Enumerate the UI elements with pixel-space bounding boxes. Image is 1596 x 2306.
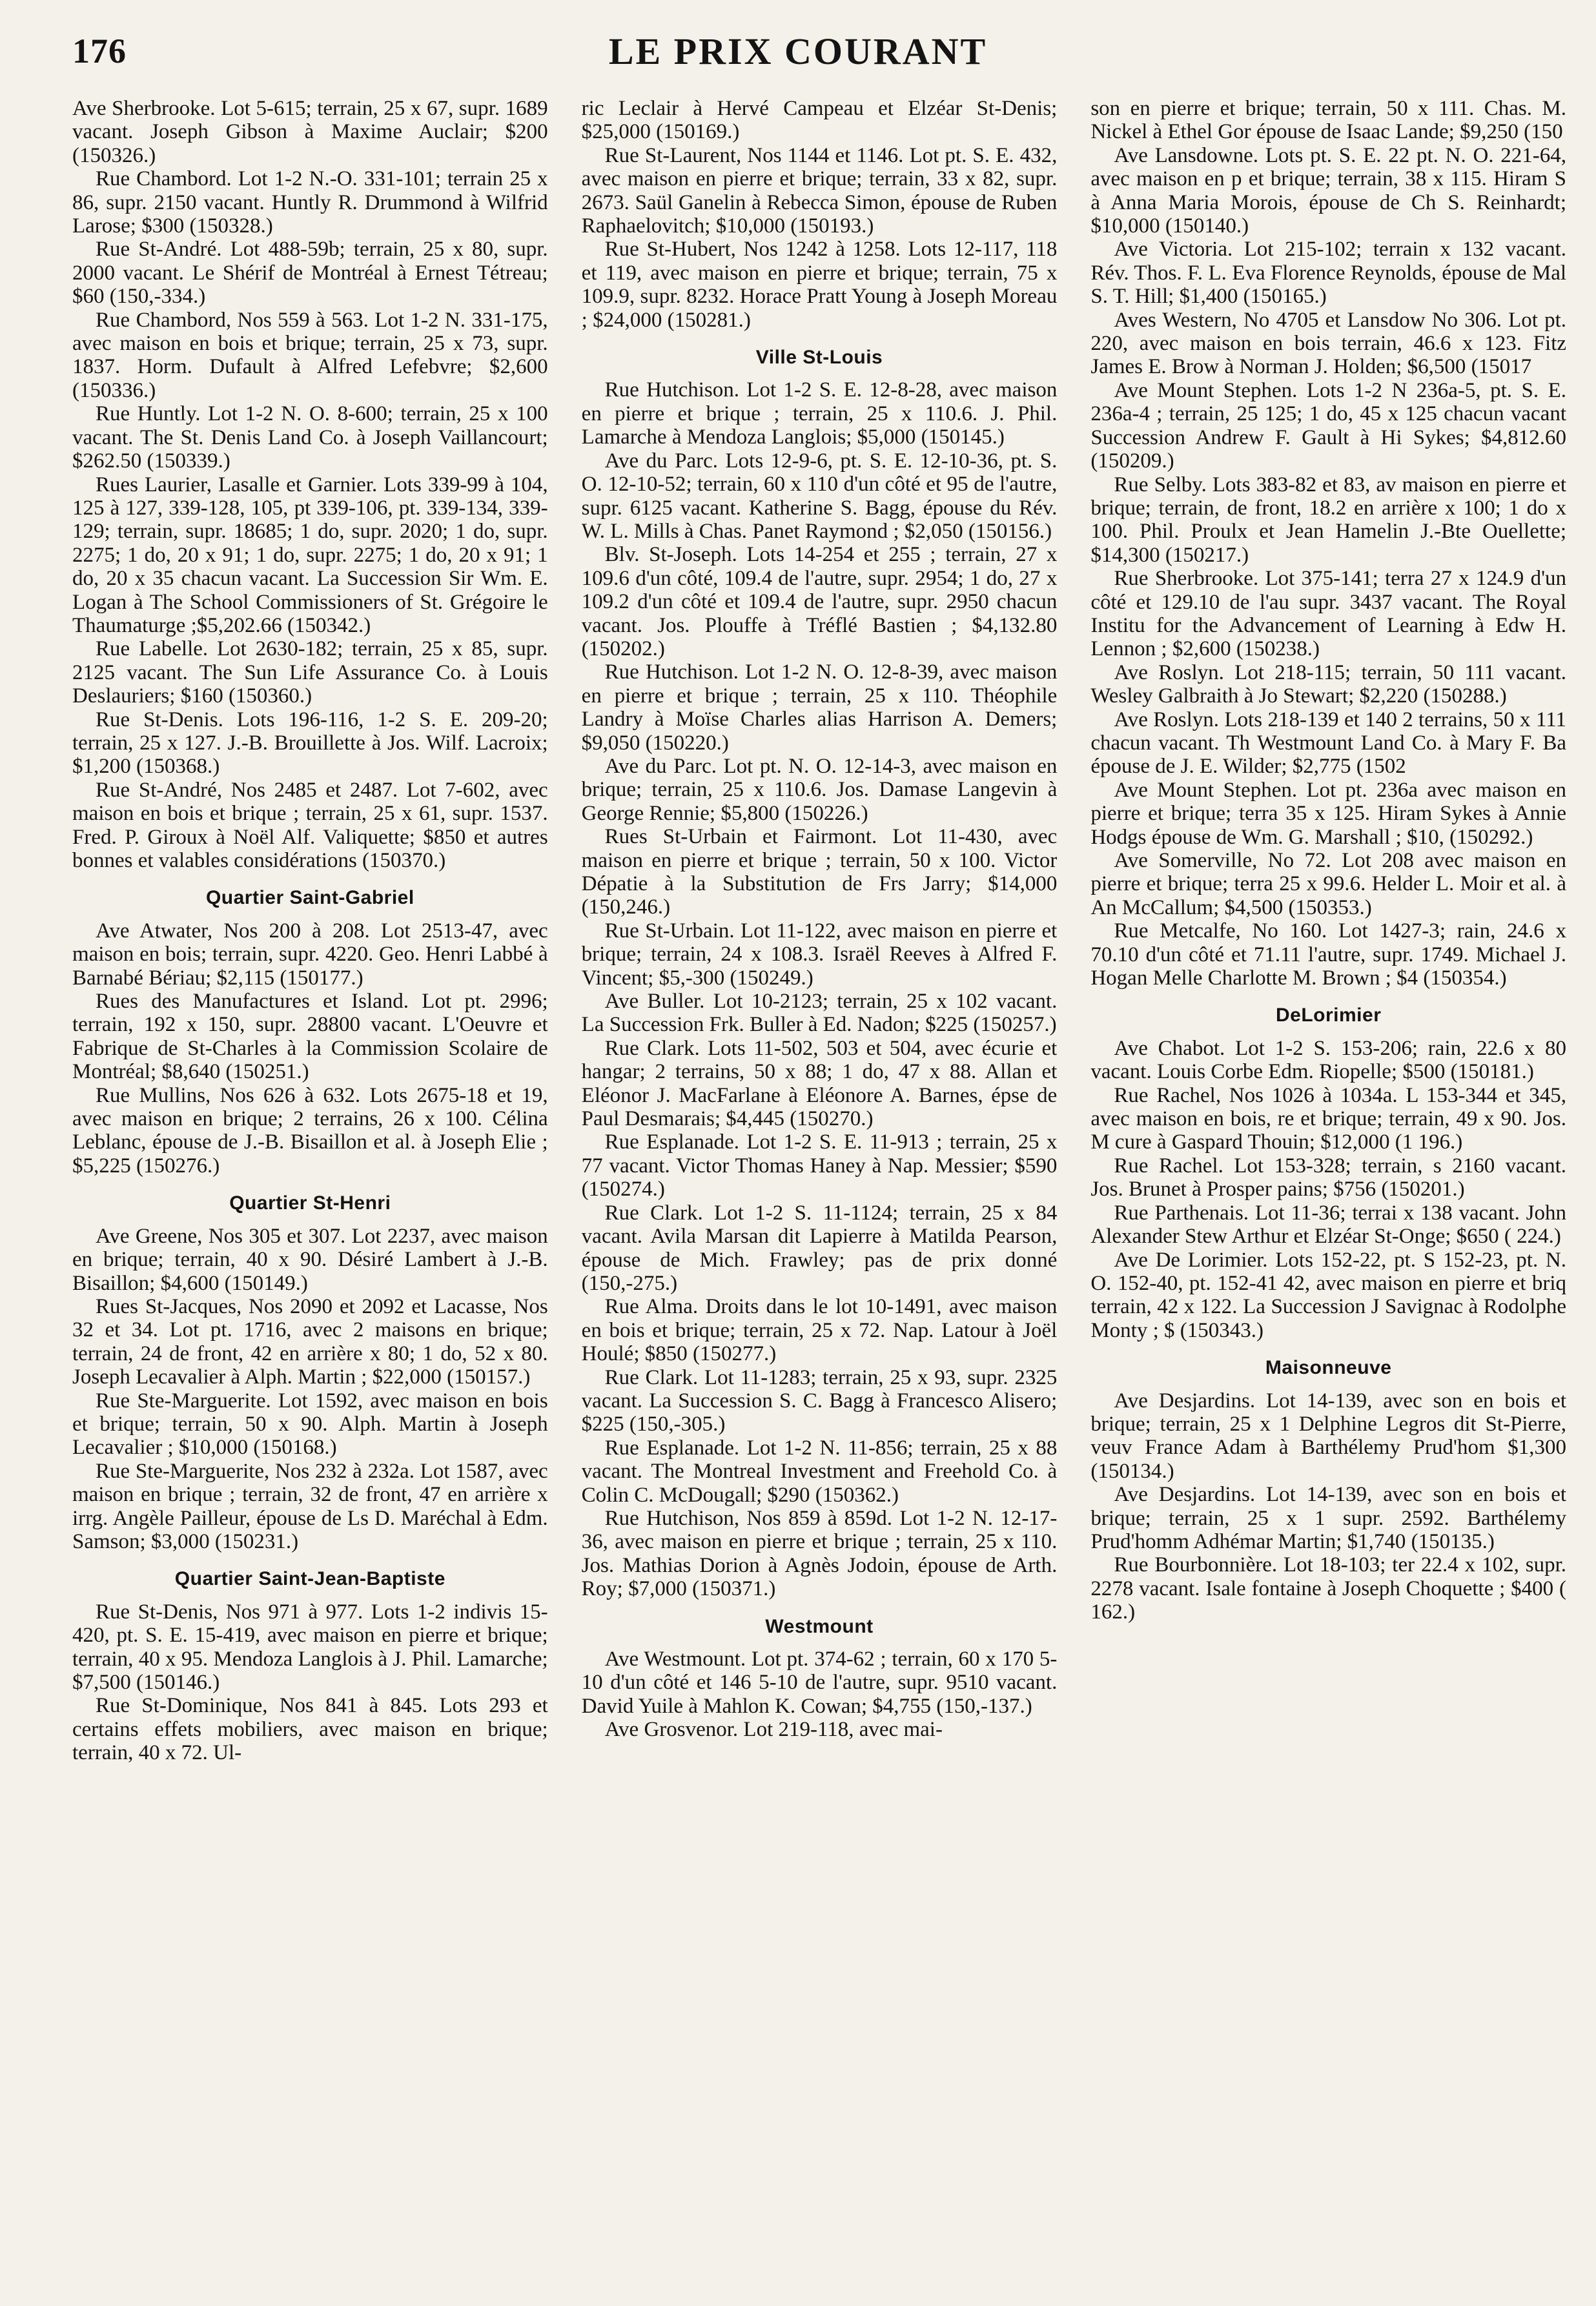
listing-entry: Rues Laurier, Lasalle et Garnier. Lots 339-99 à 104, 125 à 127, 339-128, 105, pt 339-106, pt. 339-134, 339-129; terrain, supr. 18685; 1 do, supr. 2020; 1 do, supr. 2275; 1 do, 20 x 91; 1 do, supr. 2275; 1 do, 20 x 91; 1 do, 20 x 35 chacun vacant. La Succession Sir Wm. E. Logan à The School Commissioners of St. Grégoire le Thaumaturge ;$5,202.66 (150342.) (72, 473, 548, 637)
page-header (0, 25, 1596, 76)
section-heading: Westmount (765, 1615, 874, 1637)
listing-entry: Ave du Parc. Lot pt. N. O. 12-14-3, avec maison en brique; terrain, 25 x 110.6. Jos. Damase Langevin à George Rennie; $5,800 (150226.) (581, 754, 1058, 825)
listing-entry: ric Leclair à Hervé Campeau et Elzéar St-Denis; $25,000 (150169.) (581, 97, 1058, 144)
listing-entry: Ave Grosvenor. Lot 219-118, avec mai- (604, 1718, 943, 1742)
listing-entry: Rue Parthenais. Lot 11-36; terrai x 138 vacant. John Alexander Stew Arthur et Elzéar St-Onge; $650 ( 224.) (1090, 1201, 1567, 1249)
listing-entry: Rues des Manufactures et Island. Lot pt. 2996; terrain, 192 x 150, supr. 28800 vacant. L'Oeuvre et Fabrique de St-Charles à la Commission Scolaire de Montréal; $8,640 (150251.) (72, 990, 548, 1084)
listing-entry: Rue Labelle. Lot 2630-182; terrain, 25 x 85, supr. 2125 vacant. The Sun Life Assurance Co. à Louis Deslauriers; $160 (150360.) (72, 637, 548, 708)
section-heading: Maisonneuve (1265, 1357, 1392, 1379)
listing-entry: Rue Esplanade. Lot 1-2 S. E. 11-913 ; terrain, 25 x 77 vacant. Victor Thomas Haney à Nap. Messier; $590 (150274.) (581, 1130, 1058, 1201)
listing-entry: Ave Chabot. Lot 1-2 S. 153-206; rain, 22.6 x 80 vacant. Louis Corbe Edm. Riopelle; $500 (150181.) (1090, 1036, 1567, 1084)
page-number: 176 (72, 32, 127, 70)
listing-entry: Ave De Lorimier. Lots 152-22, pt. S 152-23, pt. N. O. 152-40, pt. 152-41 42, avec maison en pierre et briq terrain, 42 x 122. La Succession J Savignac à Rodolphe Monty ; $ (150343.) (1090, 1248, 1567, 1342)
column-3 (1090, 97, 1566, 2280)
section-heading: Ville St-Louis (755, 347, 883, 369)
listing-entry: Rue Clark. Lot 1-2 S. 11-1124; terrain, 25 x 84 vacant. Avila Marsan dit Lapierre à Matilda Pearson, épouse de Mich. Frawley; pas de prix donné (150,-275.) (581, 1201, 1058, 1295)
listing-entry: Rue Alma. Droits dans le lot 10-1491, avec maison en bois et brique; terrain, 25 x 72. Nap. Latour à Joël Houlé; $850 (150277.) (581, 1295, 1058, 1366)
listing-entry: Rue Metcalfe, No 160. Lot 1427-3; rain, 24.6 x 70.10 d'un côté et 71.11 l'autre, supr. 1749. Michael J. Hogan Melle Charlotte M. Brown ; $4 (150354.) (1090, 919, 1567, 990)
section-heading: Quartier St-Henri (229, 1192, 391, 1214)
listing-entry: son en pierre et brique; terrain, 50 x 111. Chas. M. Nickel à Ethel Gor épouse de Isaac Lande; $9,250 (150 (1090, 97, 1567, 144)
listing-entry: Aves Western, No 4705 et Lansdow No 306. Lot pt. 220, avec maison en bois terrain, 46.6 x 123. Fitz James E. Brow à Norman J. Holden; $6,500 (15017 (1090, 308, 1567, 379)
listing-entry: Rue Selby. Lots 383-82 et 83, av maison en pierre et brique; terrain, de front, 18.2 en arrière x 100; 1 do x 100. Phil. Proulx et Jean Hamelin J.-Bte Ouellette; $14,300 (150217.) (1090, 473, 1567, 567)
listing-entry: Ave Somerville, No 72. Lot 208 avec maison en pierre et brique; terra 25 x 99.6. Helder L. Moir et al. à An McCallum; $4,500 (150353.) (1090, 849, 1567, 919)
listing-entry: Rue Mullins, Nos 626 à 632. Lots 2675-18 et 19, avec maison en brique; 2 terrains, 26 x 100. Célina Leblanc, épouse de J.-B. Bisaillon et al. à Joseph Elie ; $5,225 (150276.) (72, 1083, 548, 1178)
listing-entry: Rue St-Urbain. Lot 11-122, avec maison en pierre et brique; terrain, 24 x 108.3. Israël Reeves à Alfred F. Vincent; $5,-300 (150249.) (581, 919, 1058, 990)
listing-entry: Ave Westmount. Lot pt. 374-62 ; terrain, 60 x 170 5-10 d'un côté et 146 5-10 de l'autre, supr. 9510 vacant. David Yuile à Mahlon K. Cowan; $4,755 (150,-137.) (581, 1648, 1058, 1718)
listing-entry: Rue St-Laurent, Nos 1144 et 1146. Lot pt. S. E. 432, avec maison en pierre et brique; terrain, 33 x 82, supr. 2673. Saül Ganelin à Rebecca Simon, épouse de Ruben Raphaelovitch; $10,000 (150193.) (581, 143, 1058, 238)
listing-entry: Rue Bourbonnière. Lot 18-103; ter 22.4 x 102, supr. 2278 vacant. Isale fontaine à Joseph Choquette ; $400 ( 162.) (1090, 1553, 1567, 1624)
listing-entry: Rue St-André, Nos 2485 et 2487. Lot 7-602, avec maison en bois et brique ; terrain, 25 x 61, supr. 1537. Fred. P. Giroux à Noël Alf. Valiquette; $850 et autres bonnes et valables considérations (150370.) (72, 778, 548, 872)
section-heading: Quartier Saint-Gabriel (205, 887, 414, 909)
listing-entry: Ave Buller. Lot 10-2123; terrain, 25 x 102 vacant. La Succession Frk. Buller à Ed. Nadon; $225 (150257.) (581, 990, 1058, 1037)
text-columns (72, 97, 1566, 2280)
listing-entry: Ave Victoria. Lot 215-102; terrain x 132 vacant. Rév. Thos. F. L. Eva Florence Reynolds, épouse de Mal S. T. Hill; $1,400 (150165.) (1090, 238, 1567, 309)
column-1 (72, 97, 548, 2280)
listing-entry: Rue Sherbrooke. Lot 375-141; terra 27 x 124.9 d'un côté et 129.10 de l'au supr. 3437 vacant. The Royal Institu for the Advancement of Learning à Edw H. Lennon ; $2,600 (150238.) (1090, 567, 1567, 661)
listing-entry: Ave Mount Stephen. Lot pt. 236a avec maison en pierre et brique; terra 35 x 125. Hiram Sykes à Annie Hodgs épouse de Wm. G. Marshall ; $10, (150292.) (1090, 778, 1567, 849)
listing-entry: Rue Huntly. Lot 1-2 N. O. 8-600; terrain, 25 x 100 vacant. The St. Denis Land Co. à Joseph Vaillancourt; $262.50 (150339.) (72, 402, 548, 473)
listing-entry: Rue St-André. Lot 488-59b; terrain, 25 x 80, supr. 2000 vacant. Le Shérif de Montréal à Ernest Tétreau; $60 (150,-334.) (72, 238, 548, 309)
listing-entry: Rue Chambord. Lot 1-2 N.-O. 331-101; terrain 25 x 86, supr. 2150 vacant. Huntly R. Drummond à Wilfrid Larose; $300 (150328.) (72, 167, 548, 238)
listing-entry: Ave Roslyn. Lots 218-139 et 140 2 terrains, 50 x 111 chacun vacant. Th Westmount Land Co. à Mary F. Ba épouse de J. E. Wilder; $2,775 (1502 (1090, 708, 1567, 779)
section-heading: Quartier Saint-Jean-Baptiste (174, 1568, 445, 1590)
listing-entry: Blv. St-Joseph. Lots 14-254 et 255 ; terrain, 27 x 109.6 d'un côté, 109.4 de l'autre, supr. 2954; 1 do, 27 x 109.2 d'un côté et 109.4 de l'autre, supr. 2950 chacun vacant. Jos. Plouffe à Tréflé Bastien ; $4,132.80 (150202.) (581, 543, 1058, 660)
listing-entry: Ave du Parc. Lots 12-9-6, pt. S. E. 12-10-36, pt. S. O. 12-10-52; terrain, 60 x 110 d'un côté et 95 de l'autre, supr. 6125 vacant. Katherine S. Bagg, épouse du Rév. W. L. Mills à Chas. Panet Raymond ; $2,050 (150156.) (581, 449, 1058, 543)
listing-entry: Rues St-Jacques, Nos 2090 et 2092 et Lacasse, Nos 32 et 34. Lot pt. 1716, avec 2 maisons en brique; terrain, 24 de front, 42 en arrière x 80; 1 do, 52 x 80. Joseph Lecavalier à Alph. Martin ; $22,000 (150157.) (72, 1294, 548, 1389)
listing-entry: Rue St-Hubert, Nos 1242 à 1258. Lots 12-117, 118 et 119, avec maison en pierre et brique; terrain, 75 x 109.9, supr. 8232. Horace Pratt Young à Joseph Moreau ; $24,000 (150281.) (581, 238, 1058, 332)
listing-entry: Rue St-Dominique, Nos 841 à 845. Lots 293 et certains effets mobiliers, avec maison en brique; terrain, 40 x 72. Ul- (72, 1694, 548, 1765)
section-heading: DeLorimier (1275, 1005, 1382, 1026)
listing-entry: Rue Rachel, Nos 1026 à 1034a. L 153-344 et 345, avec maison en bois, re et brique; terrain, 49 x 90. Jos. M cure à Gaspard Thouin; $12,000 (1 196.) (1090, 1083, 1567, 1154)
listing-entry: Ave Lansdowne. Lots pt. S. E. 22 pt. N. O. 221-64, avec maison en p et brique; terrain, 38 x 115. Hiram S à Anna Maria Morois, épouse de Ch S. Reinhardt; $10,000 (150140.) (1090, 143, 1567, 238)
listing-entry: Rue Hutchison. Lot 1-2 N. O. 12-8-39, avec maison en pierre et brique ; terrain, 25 x 110. Théophile Landry à Moïse Charles alias Harrison A. Demers; $9,050 (150220.) (581, 660, 1058, 755)
listing-entry: Ave Roslyn. Lot 218-115; terrain, 50 111 vacant. Wesley Galbraith à Jo Stewart; $2,220 (150288.) (1090, 660, 1567, 708)
listing-entry: Rue Clark. Lot 11-1283; terrain, 25 x 93, supr. 2325 vacant. La Succession S. C. Bagg à Francesco Alisero; $225 (150,-305.) (581, 1365, 1058, 1436)
listing-entry: Rue St-Denis, Nos 971 à 977. Lots 1-2 indivis 15-420, pt. S. E. 15-419, avec maison en pierre et brique; terrain, 40 x 95. Mendoza Langlois à J. Phil. Lamarche; $7,500 (150146.) (72, 1600, 548, 1694)
listing-entry: Rue Rachel. Lot 153-328; terrain, s 2160 vacant. Jos. Brunet à Prosper pains; $756 (150201.) (1090, 1154, 1567, 1201)
listing-entry: Rues St-Urbain et Fairmont. Lot 11-430, avec maison en pierre et brique ; terrain, 50 x 100. Victor Dépatie à la Substitution de Frs Jarry; $14,000 (150,246.) (581, 825, 1058, 919)
listing-entry: Ave Sherbrooke. Lot 5-615; terrain, 25 x 67, supr. 1689 vacant. Joseph Gibson à Maxime Auclair; $200 (150326.) (72, 97, 548, 167)
listing-entry: Rue Hutchison, Nos 859 à 859d. Lot 1-2 N. 12-17-36, avec maison en pierre et brique ; terrain, 25 x 110. Jos. Mathias Dorion à Agnès Jodoin, épouse de Arth. Roy; $7,000 (150371.) (581, 1506, 1058, 1601)
listing-entry: Rue Hutchison. Lot 1-2 S. E. 12-8-28, avec maison en pierre et brique ; terrain, 25 x 110.6. J. Phil. Lamarche à Mendoza Langlois; $5,000 (150145.) (581, 378, 1058, 449)
listing-entry: Rue Esplanade. Lot 1-2 N. 11-856; terrain, 25 x 88 vacant. The Montreal Investment and Freehold Co. à Colin C. McDougall; $290 (150362.) (581, 1436, 1058, 1507)
listing-entry: Rue Ste-Marguerite. Lot 1592, avec maison en bois et brique; terrain, 50 x 90. Alph. Martin à Joseph Lecavalier ; $10,000 (150168.) (72, 1389, 548, 1460)
listing-entry: Ave Atwater, Nos 200 à 208. Lot 2513-47, avec maison en bois; terrain, supr. 4220. Geo. Henri Labbé à Barnabé Bériau; $2,115 (150177.) (72, 919, 548, 990)
listing-entry: Rue Ste-Marguerite, Nos 232 à 232a. Lot 1587, avec maison en brique ; terrain, 32 de front, 47 en arrière x irrg. Angèle Pailleur, épouse de Ls D. Maréchal à Edm. Samson; $3,000 (150231.) (72, 1459, 548, 1553)
listing-entry: Rue St-Denis. Lots 196-116, 1-2 S. E. 209-20; terrain, 25 x 127. J.-B. Brouillette à Jos. Wilf. Lacroix; $1,200 (150368.) (72, 708, 548, 779)
listing-entry: Ave Desjardins. Lot 14-139, avec son en bois et brique; terrain, 25 x 1 Delphine Legros dit St-Pierre, veuv France Adam à Barthélemy Prud'hom $1,300 (150134.) (1090, 1389, 1567, 1483)
listing-entry: Ave Desjardins. Lot 14-139, avec son en bois et brique; terrain, 25 x 1 supr. 2592. Barthélemy Prud'homm Adhémar Martin; $1,740 (150135.) (1090, 1483, 1567, 1553)
listing-entry: Rue Clark. Lots 11-502, 503 et 504, avec écurie et hangar; 2 terrains, 50 x 88; 1 do, 47 x 88. Allan et Eléonor J. MacFarlane à Eléonore A. Barnes, épse de Paul Desmarais; $4,445 (150270.) (581, 1036, 1058, 1131)
listing-entry: Rue Chambord, Nos 559 à 563. Lot 1-2 N. 331-175, avec maison en bois et brique; terrain, 25 x 73, supr. 1837. Horm. Dufault à Alfred Lefebvre; $2,600 (150336.) (72, 308, 548, 402)
listing-entry: Ave Mount Stephen. Lots 1-2 N 236a-5, pt. S. E. 236a-4 ; terrain, 25 125; 1 do, 45 x 125 chacun vacant Succession Andrew F. Gault à Hi Sykes; $4,812.60 (150209.) (1090, 378, 1567, 473)
listing-entry: Ave Greene, Nos 305 et 307. Lot 2237, avec maison en brique; terrain, 40 x 90. Désiré Lambert à J.-B. Bisaillon; $4,600 (150149.) (72, 1224, 548, 1295)
column-2 (582, 97, 1058, 2280)
journal-title: LE PRIX COURANT (608, 30, 988, 72)
